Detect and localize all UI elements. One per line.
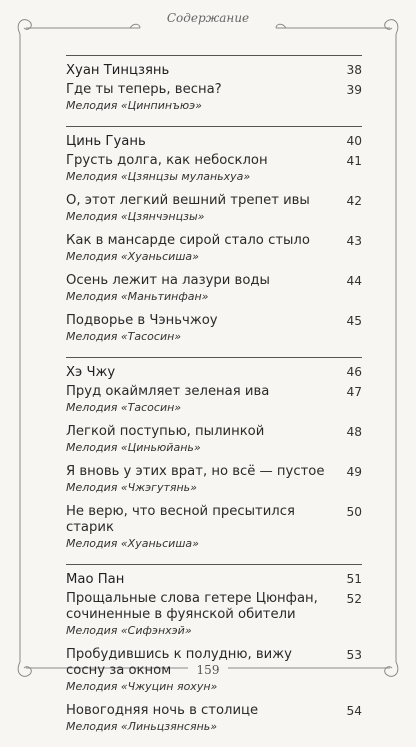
poem-title: Прощальные слова гетере Цюнфан, сочиненные в фуянской обители (66, 591, 318, 622)
toc-entry[interactable] (66, 703, 362, 734)
author-page-number: 40 (346, 134, 362, 148)
poem-title: Не верю, что весной пресытился старик (66, 504, 295, 535)
entry-page-number: 47 (346, 385, 362, 399)
toc-entry[interactable] (66, 82, 362, 113)
toc-entry[interactable] (66, 384, 362, 415)
entry-page-number: 54 (346, 704, 362, 718)
entry-page-number: 43 (346, 234, 362, 248)
melody-name: Мелодия «Тасосин» (66, 330, 182, 343)
melody-name: Мелодия «Чжуцин яохун» (66, 680, 218, 693)
melody-name: Мелодия «Цзянчэнцзы» (66, 210, 205, 223)
entry-page-number: 49 (346, 465, 362, 479)
poem-title: Осень лежит на лазури воды (66, 273, 270, 288)
toc-entry[interactable] (66, 273, 362, 304)
entry-page-number: 52 (346, 592, 362, 606)
toc-entry[interactable] (66, 233, 362, 264)
poem-title: Пруд окаймляет зеленая ива (66, 384, 270, 399)
entry-page-number: 39 (346, 83, 362, 97)
author-name: Цинь Гуань (66, 134, 146, 149)
melody-name: Мелодия «Чжэгутянь» (66, 481, 197, 494)
entry-page-number: 48 (346, 425, 362, 439)
melody-name: Мелодия «Цзянцзы муланьхуа» (66, 170, 251, 183)
entry-page-number: 50 (346, 505, 362, 519)
poem-title: О, этот легкий вешний трепет ивы (66, 193, 310, 208)
melody-name: Мелодия «Сифэнхэй» (66, 624, 192, 637)
page-number: 159 (196, 663, 220, 677)
toc-entry[interactable] (66, 504, 362, 551)
toc-entry[interactable] (66, 591, 362, 638)
poem-title: Новогодняя ночь в столице (66, 703, 259, 718)
entry-page-number: 41 (346, 154, 362, 168)
table-of-contents (66, 55, 362, 747)
poem-title: Где ты теперь, весна? (66, 82, 222, 97)
toc-entry[interactable] (66, 193, 362, 224)
running-header: Содержание (166, 11, 250, 25)
author-name: Хуан Тинцзянь (66, 63, 170, 78)
author-heading (66, 364, 362, 382)
author-page-number: 38 (346, 63, 362, 77)
toc-entry[interactable] (66, 313, 362, 344)
poem-title: Подворье в Чэньчжоу (66, 313, 218, 328)
author-heading (66, 133, 362, 151)
entry-page-number: 42 (346, 194, 362, 208)
toc-entry[interactable] (66, 424, 362, 455)
poem-title: Пробудившись к полудню, вижу сосну за окном (66, 647, 292, 678)
melody-name: Мелодия «Циньюйань» (66, 441, 201, 454)
entry-page-number: 53 (346, 648, 362, 662)
poem-title: Грусть долга, как небосклон (66, 153, 268, 168)
toc-entry[interactable] (66, 464, 362, 495)
poem-title: Как в мансарде сирой стало стыло (66, 233, 310, 248)
melody-name: Мелодия «Хуаньсиша» (66, 537, 199, 550)
poem-title: Легкой поступью, пылинкой (66, 424, 265, 439)
melody-name: Мелодия «Линьцзянсянь» (66, 720, 218, 733)
toc-entry[interactable] (66, 153, 362, 184)
entry-page-number: 45 (346, 314, 362, 328)
author-name: Мао Пан (66, 572, 125, 587)
melody-name: Мелодия «Хуаньсиша» (66, 250, 199, 263)
entry-page-number: 44 (346, 274, 362, 288)
author-name: Хэ Чжу (66, 365, 116, 380)
author-heading (66, 571, 362, 589)
author-heading (66, 62, 362, 80)
poem-title: Я вновь у этих врат, но всё — пустое (66, 464, 325, 479)
author-page-number: 51 (346, 572, 362, 586)
melody-name: Мелодия «Маньтинфан» (66, 290, 209, 303)
author-page-number: 46 (346, 365, 362, 379)
melody-name: Мелодия «Цинпинъюэ» (66, 99, 202, 112)
melody-name: Мелодия «Тасосин» (66, 401, 182, 414)
